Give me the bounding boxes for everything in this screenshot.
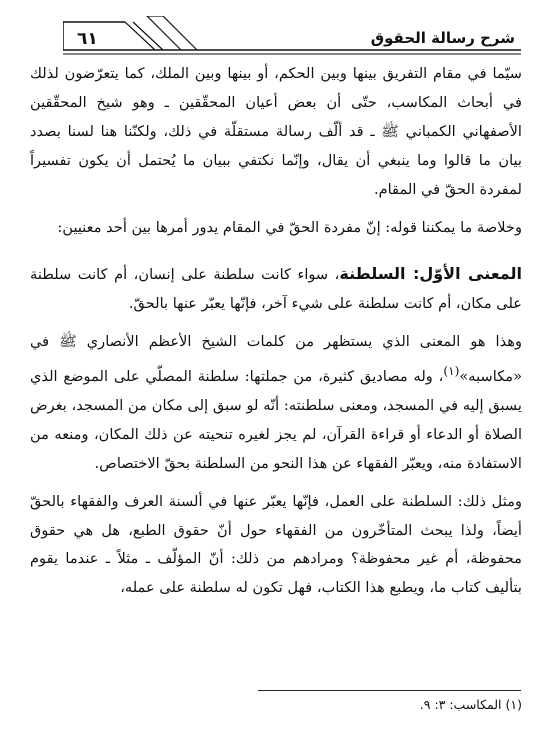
footnote: (١) المكاسب: ٣: ٩. [419,697,522,712]
paragraph [30,260,522,319]
paragraph: ومثل ذلك: السلطنة على العمل، فإنّها يعبّر عنها في ألسنة العرف والفقهاء بالحقّ أيضاً، ولذا يبحث المتأخّرون من الفقهاء حول أنّ حقوق الطبع، هل هي حقوق محفوظة، أم غير محفوظة؟ ومرادهم من ذلك: أنّ المؤلّف ـ مثلاً ـ عندما يقوم بتأليف كتاب ما، ويطبع هذا الكتاب، فهل تكون له سلطنة على عمله، [30,492,522,597]
paragraph-text: وهذا هو المعنى الذي يستظهر من كلمات الشيخ الأعظم الأنصاري ﷺ في «مكاسبه» [30,333,522,386]
paragraph [30,328,522,478]
paragraph: وخلاصة ما يمكننا قوله: إنّ مفردة الحقّ في المقام يدور أمرها بين أحد معنيين: [57,218,522,236]
footnote-ref: (١) [443,364,460,379]
page-header [63,16,521,60]
body-text [30,60,522,603]
footnote-divider [258,690,521,691]
paragraph-text: ، سواء كانت سلطنة على إنسان، أم كانت سلطنة على مكان، أم كانت سلطنة على شيء آخر، فإنّها يعبّر عنها بالحقّ. [30,266,522,313]
page-number: ٦١ [77,29,98,49]
paragraph-text: ، وله مصاديق كثيرة، من جملتها: سلطنة المصلّي على الموضع الذي يسبق إليه في المسجد، ومعنى سلطنته: أنّه لو سبق إلى مكان من المسجد، بغرض الصلاة أو الدعاء أو قراءة القرآن، لم يجز لغيره تنحيته عن ذلك المكان، ومنعه من الاستفادة منه، ويعبّر الفقهاء عن هذا النحو من السلطنة بحقّ الاختصاص. [30,368,522,472]
running-title: شرح رسالة الحقوق [370,29,515,47]
paragraph: سيّما في مقام التفريق بينها وبين الحكم، أو بينها وبين الملك، كما يتعرّضون لذلك في أبحاث المكاسب، حتّى أن بعض أعيان المحقّقين ـ وهو شيخ المحقّقين الأصفهاني الكمباني ﷺ ـ قد ألّف رسالة مستقلّة في ذلك، ولكنّنا هنا لسنا بصدد بيان ما قالوا وما ينبغي أن يقال، وإنّما نكتفي ببيان ما يُحتمل أن يكون تفسيراً لمفردة الحقّ في المقام. [30,65,522,198]
section-lead: المعنى الأوّل: السلطنة [339,264,522,284]
